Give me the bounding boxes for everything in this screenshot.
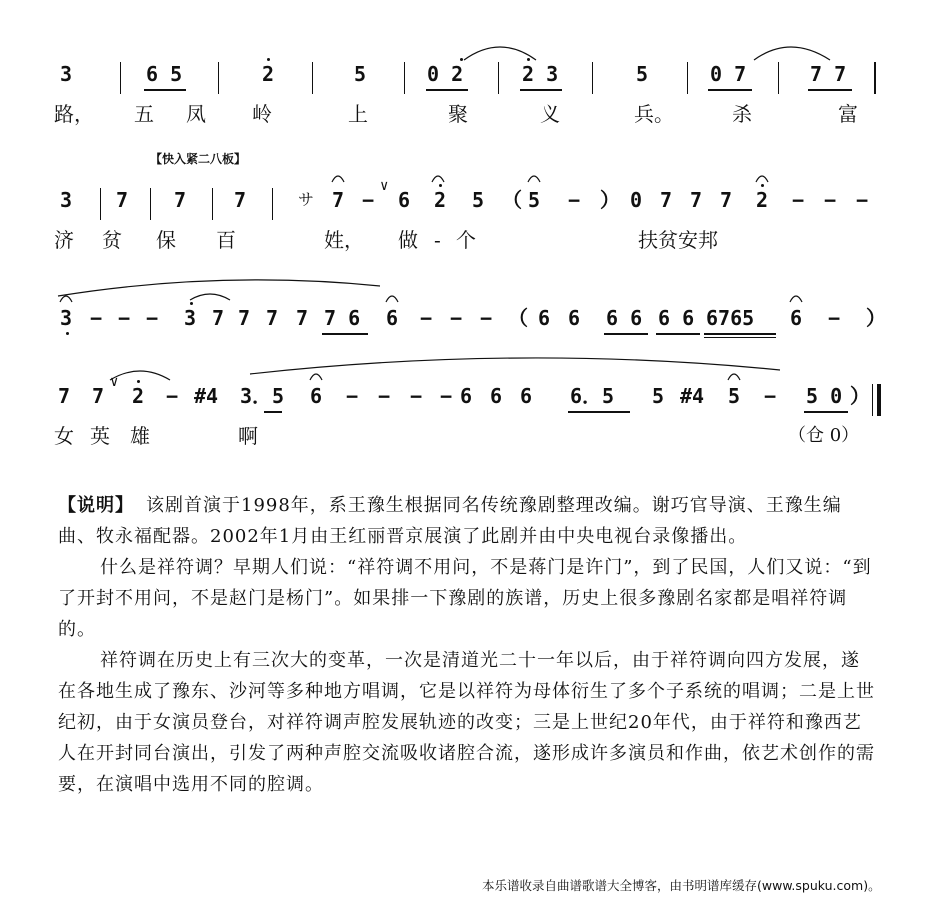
note: 5: [652, 384, 665, 408]
note: 7: [660, 188, 673, 212]
note: 7: [296, 306, 309, 330]
note: 0 2: [427, 62, 464, 86]
note: −: [90, 306, 103, 330]
note: 2: [132, 384, 145, 408]
lyric: 富: [838, 102, 858, 126]
lyric: 女: [54, 424, 74, 448]
note: ）: [850, 384, 870, 408]
slur-marks: [40, 62, 900, 102]
note: 7 7: [810, 62, 847, 86]
lyric: 济: [54, 228, 74, 252]
note: 7: [116, 188, 129, 212]
lyric: 姓，: [324, 228, 364, 252]
lyric: 岭: [252, 102, 272, 126]
note: −: [166, 384, 179, 408]
note: 7 6: [324, 306, 361, 330]
note: サ: [298, 190, 315, 209]
note: −: [146, 306, 159, 330]
note: 3: [60, 188, 73, 212]
note: 7: [92, 384, 105, 408]
note: 3: [184, 306, 197, 330]
note: #4: [680, 384, 705, 408]
lyric: 五: [134, 102, 154, 126]
note: 6 6: [606, 306, 643, 330]
lyric: -: [434, 228, 441, 252]
notes-row: [40, 374, 900, 412]
note: 6 6: [658, 306, 695, 330]
note: 0 7: [710, 62, 747, 86]
note: −: [764, 384, 777, 408]
note: 6．5: [570, 384, 615, 408]
note: 0: [630, 188, 643, 212]
note: 6: [520, 384, 533, 408]
breath-mark: ∨: [380, 178, 389, 194]
note: 2: [262, 62, 275, 86]
note: 7: [266, 306, 279, 330]
note: 2: [756, 188, 769, 212]
lyric: 贫: [102, 228, 122, 252]
note: −: [118, 306, 131, 330]
note: −: [420, 306, 433, 330]
note: −: [824, 188, 837, 212]
note: 6: [460, 384, 473, 408]
note: 3: [60, 62, 73, 86]
note: （: [502, 188, 522, 212]
note: 6: [490, 384, 503, 408]
note: （: [508, 306, 528, 330]
note: 6 5: [146, 62, 183, 86]
fermata-marks: [40, 188, 900, 228]
note: −: [410, 384, 423, 408]
note: 7: [238, 306, 251, 330]
paragraph-text: 该剧首演于1998年，系王豫生根据同名传统豫剧整理改编。谢巧官导演、王豫生编曲、牧永福配器。2002年1月由王红丽晋京展演了此剧并由中央电视台录像播出。: [58, 495, 842, 547]
note: 7: [690, 188, 703, 212]
explanation-section: [58, 490, 878, 800]
note: −: [568, 188, 581, 212]
lyric: 百: [216, 228, 236, 252]
note: 7: [234, 188, 247, 212]
lyric: 保: [156, 228, 176, 252]
explanation-paragraph-2: 什么是祥符调？早期人们说：“祥符调不用问，不是蒋门是许门”，到了民国，人们又说：“到了开封不用问，不是赵门是杨门”。如果排一下豫剧的族谱，历史上很多豫剧名家都是唱祥符调的。: [58, 557, 872, 640]
lyric: 杀: [732, 102, 752, 126]
lyrics-row: [40, 102, 900, 130]
note: 5 0: [806, 384, 843, 408]
explanation-label: 【说明】: [58, 495, 134, 516]
note: ）: [600, 188, 620, 212]
breath-mark: ∨: [110, 374, 119, 390]
note: 7: [58, 384, 71, 408]
lyric: 上: [348, 102, 368, 126]
note: 7: [720, 188, 733, 212]
lyric: 凤: [186, 102, 206, 126]
note: 6765: [706, 306, 755, 330]
note: −: [792, 188, 805, 212]
note: #4: [194, 384, 219, 408]
lyric: 路，: [54, 102, 94, 126]
note: 5: [472, 188, 485, 212]
lyric: 个: [456, 228, 476, 252]
note: 6: [568, 306, 581, 330]
lyric: 义: [540, 102, 560, 126]
note: 7: [212, 306, 225, 330]
note: 5: [528, 188, 541, 212]
note: 6: [398, 188, 411, 212]
aside-text: （仓 0）: [788, 425, 860, 446]
lyric: 扶贫安邦: [638, 228, 718, 252]
lyric: 啊: [238, 424, 258, 448]
note: 6: [310, 384, 323, 408]
note: 3．5: [240, 384, 285, 408]
lyrics-row: [40, 228, 900, 256]
note: −: [440, 384, 453, 408]
note: −: [828, 306, 841, 330]
note: 7: [174, 188, 187, 212]
note: 6: [386, 306, 399, 330]
lyric: 兵。: [634, 102, 674, 126]
note: 2: [434, 188, 447, 212]
note: 7: [332, 188, 345, 212]
tempo-marker: 【快入紧二八板】: [150, 152, 247, 166]
lyrics-row: [40, 424, 900, 452]
footer-source: 本乐谱收录自曲谱歌谱大全博客，由书明谱库缓存(www.spuku.com)。: [482, 878, 881, 893]
note: 6: [790, 306, 803, 330]
note: 5: [354, 62, 367, 86]
explanation-paragraph-3: 祥符调在历史上有三次大的变革，一次是清道光二十一年以后，由于祥符调向四方发展，遂在各地生成了豫东、沙河等多种地方唱调，它是以祥符为母体衍生了多个子系统的唱调；二是上世纪初，由于女演员登台，对祥符调声腔发展轨迹的改变；三是上世纪20年代，由于祥符和豫西艺人在开封同台演出，引发了两种声腔交流吸收诸腔合流，遂形成许多演员和作曲，依艺术创作的需要，在演唱中选用不同的腔调。: [58, 650, 875, 795]
lyric: 聚: [448, 102, 468, 126]
note: 6: [538, 306, 551, 330]
note: −: [378, 384, 391, 408]
note: 2 3: [522, 62, 559, 86]
lyric: 雄: [130, 424, 150, 448]
note: 5: [728, 384, 741, 408]
notes-row: [40, 306, 900, 334]
explanation-paragraph-1: [58, 490, 878, 552]
note: ）: [866, 306, 886, 330]
lyric: 做: [398, 228, 418, 252]
note: −: [362, 188, 375, 212]
lyric: 英: [90, 424, 110, 448]
note: 5: [636, 62, 649, 86]
note: −: [346, 384, 359, 408]
note: 3: [60, 306, 73, 330]
note: −: [480, 306, 493, 330]
note: −: [856, 188, 869, 212]
note: −: [450, 306, 463, 330]
